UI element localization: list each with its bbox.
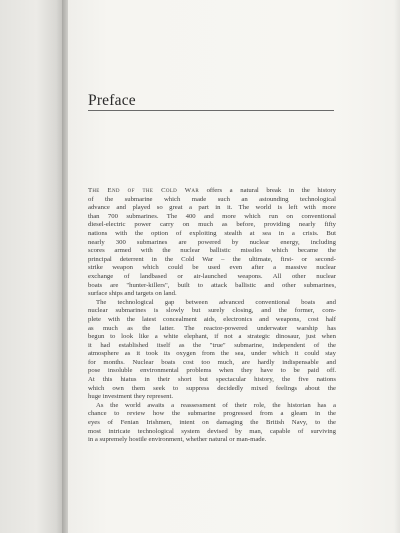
text-line: At this hiatus in their short but spectacular history, the five nations	[88, 376, 336, 384]
text-line: nuclear submarines is slowly but surely closing, and the former, com-	[88, 307, 336, 315]
opening-smallcaps: The End of the Cold War	[88, 187, 199, 194]
text-line: The End of the Cold War offers a natural break in the history	[88, 187, 336, 194]
text-line: than 700 submarines. The 400 and more which run on conventional	[88, 212, 336, 220]
text-line: which own them seek to suppress decidedly mixed feelings about the	[88, 384, 336, 392]
page-edge-shadow	[394, 0, 400, 533]
text-line: boats are "hunter-killers", built to attack ballistic and other submarines,	[88, 281, 336, 289]
body-text	[88, 187, 336, 445]
text-line: exchange of landbased or air-launched weapons. All other nuclear	[88, 272, 336, 280]
text-line: of the submarine which made such an astounding technological	[88, 195, 336, 203]
text-line: as much as the latter. The reactor-powered underwater warship has	[88, 324, 336, 332]
text-line: diesel-electric power carry on much as before, providing nearly fifty	[88, 221, 336, 229]
text-line: advance and played so great a part in it. The world is left with more	[88, 204, 336, 212]
text-line: strike weapon which could be used even after a massive nuclear	[88, 264, 336, 272]
text-line: eyes of Fenian Irishmen, intent on damaging the British Navy, to the	[88, 419, 336, 427]
text-line: plete with the latest concealment aids, electronics and weapons, cost half	[88, 315, 336, 323]
facing-page-edge	[0, 0, 66, 533]
text-line: chance to review how the submarine progressed from a gleam in the	[88, 410, 336, 418]
text-line: it had established itself as the "true" submarine, independent of the	[88, 341, 336, 349]
chapter-title: Preface	[88, 92, 136, 109]
text-line: nations with the option of exploiting stealth at sea in a crisis. But	[88, 229, 336, 237]
title-rule	[88, 110, 334, 111]
text-line: for months. Nuclear boats cost too much, are hardly indispensable and	[88, 358, 336, 366]
text-line: As the world awaits a reassessment of their role, the historian has a	[96, 401, 336, 409]
text-line: pose insoluble environmental problems when they have to be paid off.	[88, 367, 336, 375]
text-line: huge investment they represent.	[88, 393, 174, 401]
text-line: surface ships and targets on land.	[88, 290, 177, 298]
text-line: principal deterrent in the Cold War – the ultimate, first- or second-	[88, 255, 336, 263]
text-line: most intricate technological system devised by man, capable of surviving	[88, 427, 336, 435]
text-line: The technological gap between advanced conventional boats and	[96, 298, 336, 306]
text-line: begun to look like a white elephant, if not a strategic dinosaur, just when	[88, 333, 336, 341]
book-page	[68, 0, 400, 533]
text-line: nearly 300 submarines are powered by nuclear energy, including	[88, 238, 336, 246]
text-line: scores armed with the nuclear ballistic missiles which became the	[88, 247, 336, 255]
text-line: in a supremely hostile environment, whether natural or man-made.	[88, 436, 267, 444]
text-line: atmosphere as it took its oxygen from the sea, under which it could stay	[88, 350, 336, 358]
